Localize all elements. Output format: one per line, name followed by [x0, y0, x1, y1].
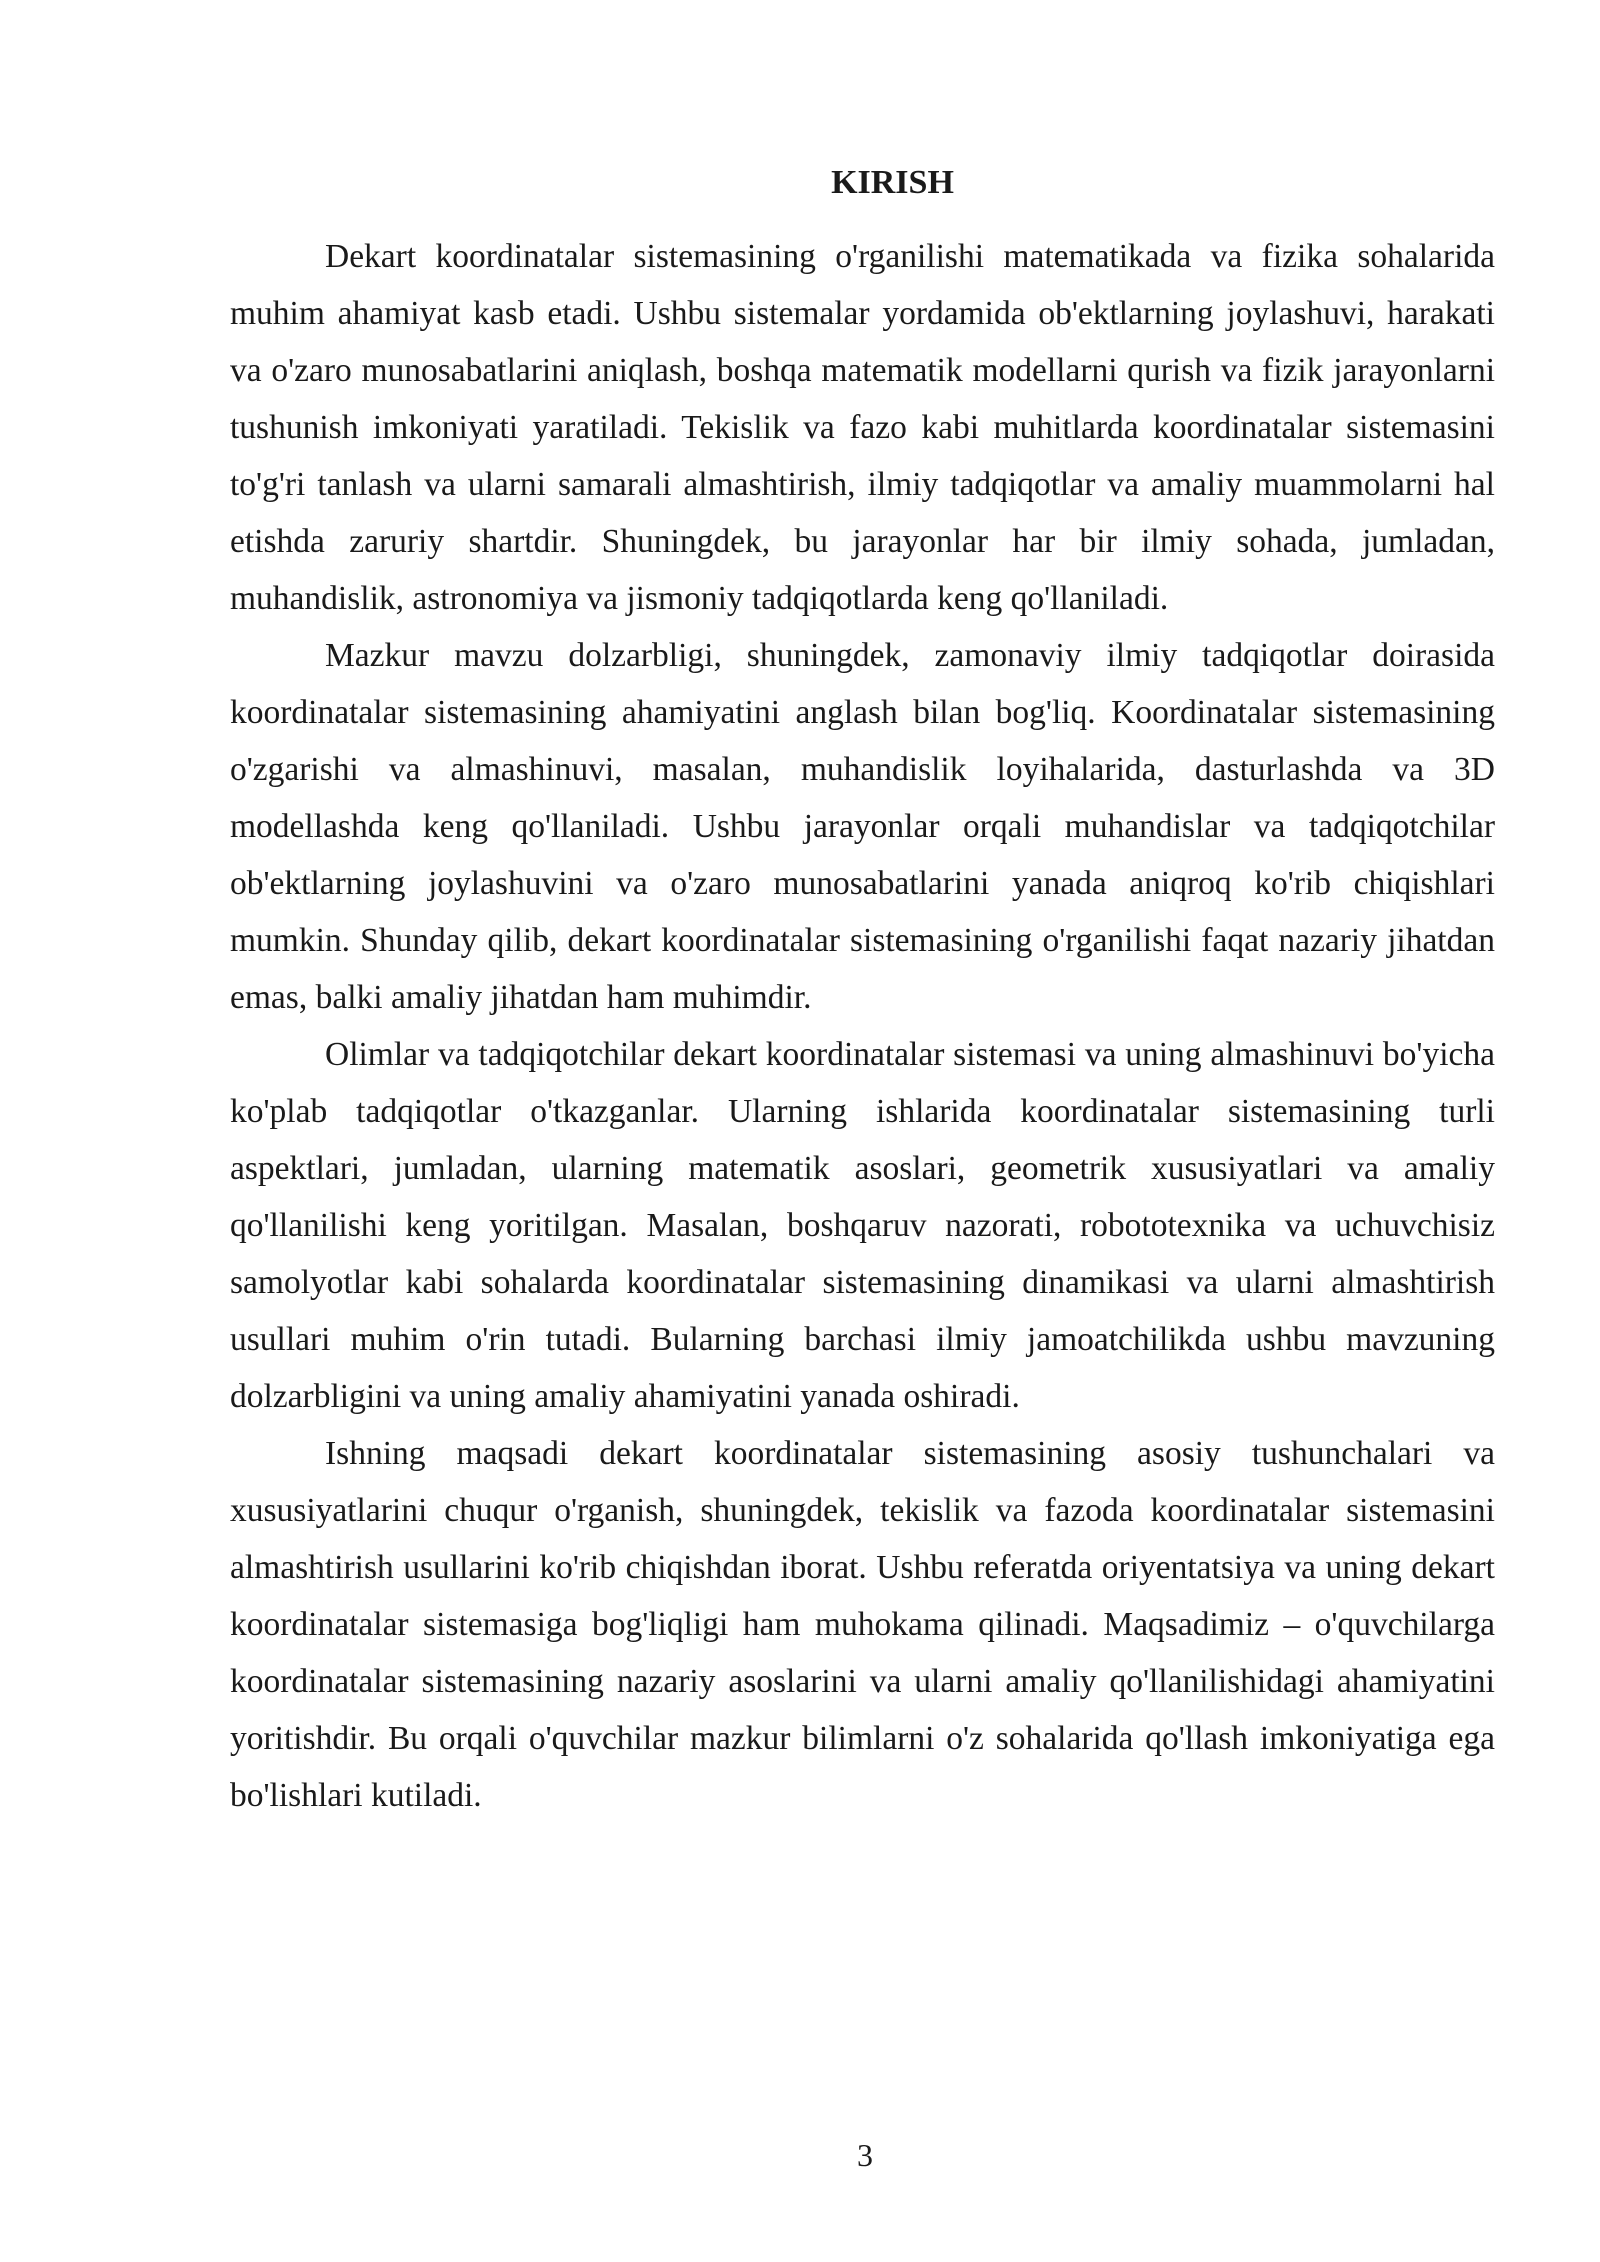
section-title: KIRISH [831, 164, 954, 201]
page-number: 3 [857, 2137, 873, 2173]
paragraph-relevance: Mazkur mavzu dolzarbligi, shuningdek, zamonaviy ilmiy tadqiqotlar doirasida koordinatalar sistemasining ahamiyatini anglash bilan bog'liq. Koordinatalar sistemasining o'zgarishi va almashinuvi, masalan, muhandislik loyihalarida, dasturlashda va 3D modellashda keng qo'llaniladi. Ushbu jarayonlar orqali muhandislar va tadqiqotchilar ob'ektlarning joylashuvini va o'zaro munosabatlarini yanada aniqroq ko'rib chiqishlari mumkin. Shunday qilib, dekart koordinatalar sistemasining o'rganilishi faqat nazariy jihatdan emas, balki amaliy jihatdan ham muhimdir. [230, 637, 1495, 1016]
paragraph-intro: Dekart koordinatalar sistemasining o'rganilishi matematikada va fizika sohalarida muhim ahamiyat kasb etadi. Ushbu sistemalar yordamida ob'ektlarning joylashuvi, harakati va o'zaro munosabatlarini aniqlash, boshqa matematik modellarni qurish va fizik jarayonlarni tushunish imkoniyati yaratiladi. Tekislik va fazo kabi muhitlarda koordinatalar sistemasini to'g'ri tanlash va ularni samarali almashtirish, ilmiy tadqiqotlar va amaliy muammolarni hal etishda zaruriy shartdir. Shuningdek, bu jarayonlar har bir ilmiy sohada, jumladan, muhandislik, astronomiya va jismoniy tadqiqotlarda keng qo'llaniladi. [230, 238, 1495, 617]
document-page [230, 160, 1495, 1824]
paragraph-research: Olimlar va tadqiqotchilar dekart koordinatalar sistemasi va uning almashinuvi bo'yicha ko'plab tadqiqotlar o'tkazganlar. Ularning ishlarida koordinatalar sistemasining turli aspektlari, jumladan, ularning matematik asoslari, geometrik xususiyatlari va amaliy qo'llanilishi keng yoritilgan. Masalan, boshqaruv nazorati, robototexnika va uchuvchisiz samolyotlar kabi sohalarda koordinatalar sistemasining dinamikasi va ularni almashtirish usullari muhim o'rin tutadi. Bularning barchasi ilmiy jamoatchilikda ushbu mavzuning dolzarbligini va uning amaliy ahamiyatini yanada oshiradi. [230, 1036, 1495, 1415]
paragraph-goal: Ishning maqsadi dekart koordinatalar sistemasining asosiy tushunchalari va xususiyatlarini chuqur o'rganish, shuningdek, tekislik va fazoda koordinatalar sistemasini almashtirish usullarini ko'rib chiqishdan iborat. Ushbu referatda oriyentatsiya va uning dekart koordinatalar sistemasiga bog'liqligi ham muhokama qilinadi. Maqsadimiz – o'quvchilarga koordinatalar sistemasining nazariy asoslarini va ularni amaliy qo'llanilishidagi ahamiyatini yoritishdir. Bu orqali o'quvchilar mazkur bilimlarni o'z sohalarida qo'llash imkoniyatiga ega bo'lishlari kutiladi. [230, 1435, 1495, 1814]
